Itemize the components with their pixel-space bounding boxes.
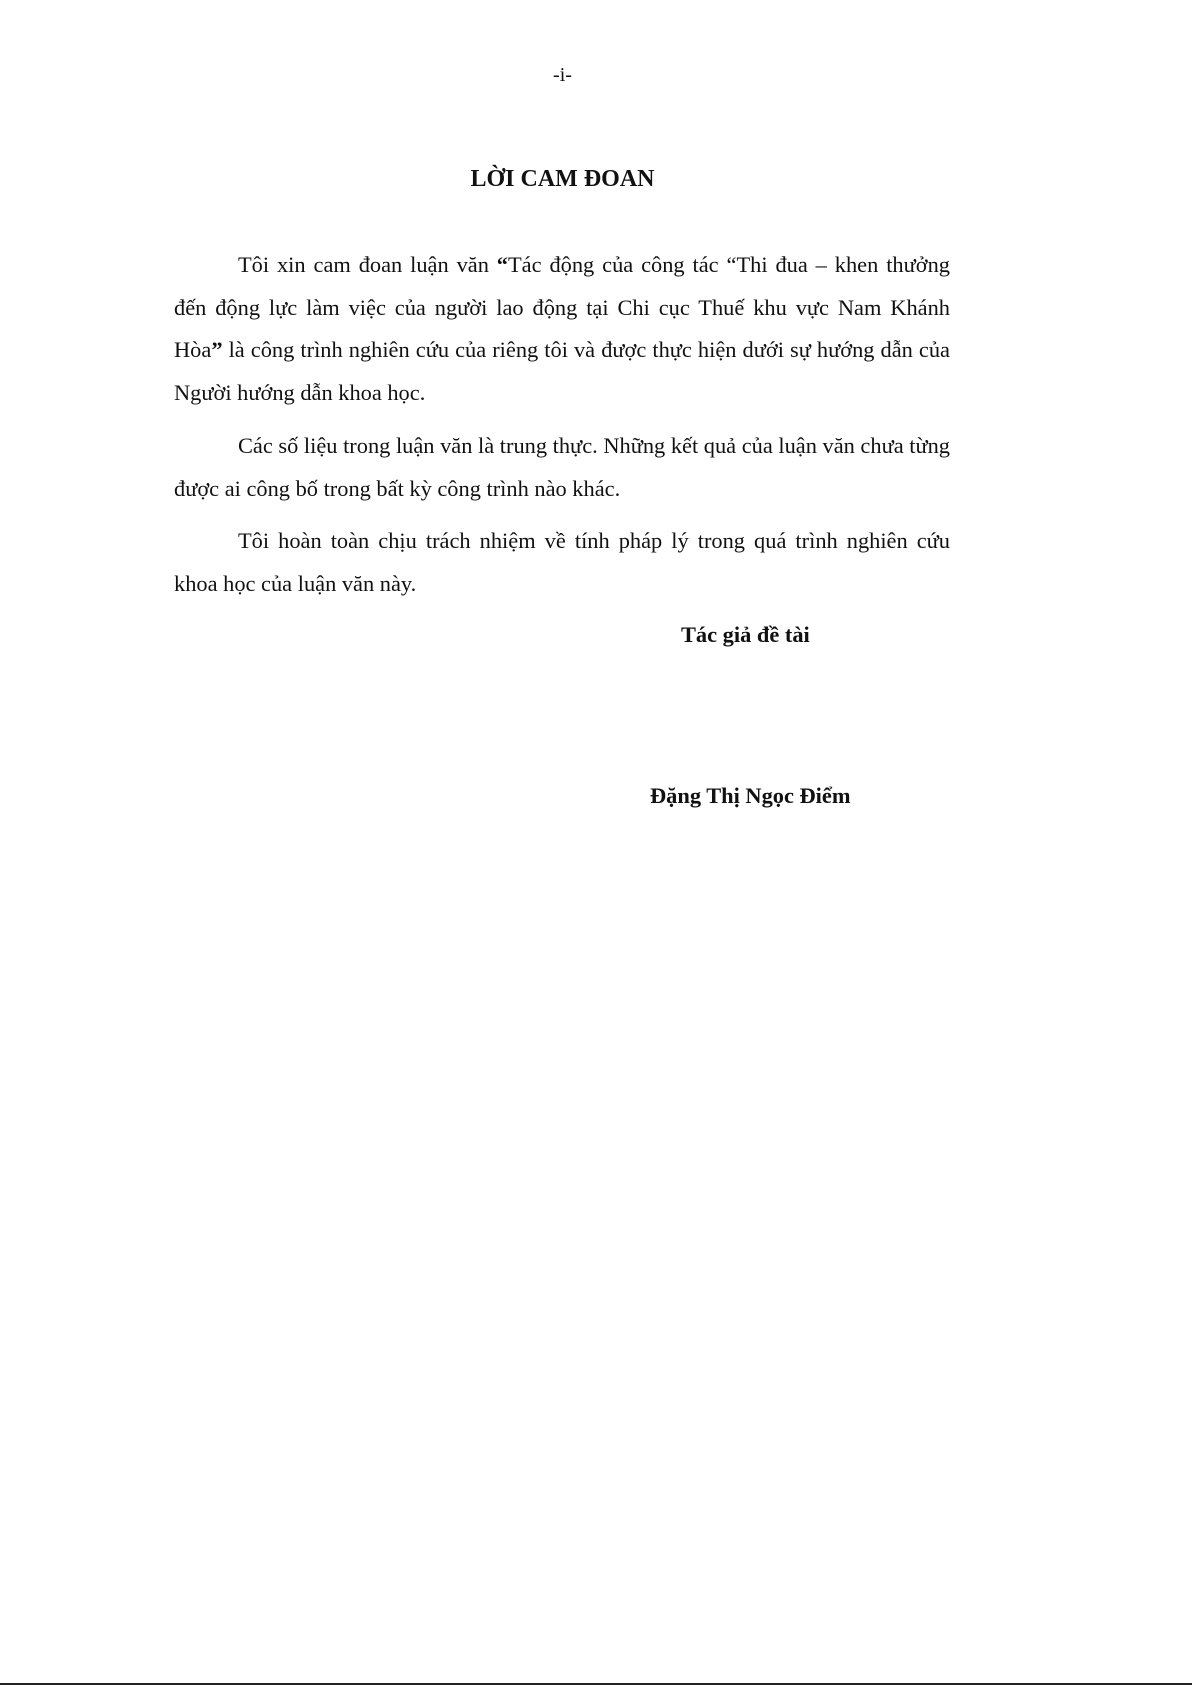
page-title: LỜI CAM ĐOAN <box>470 166 655 192</box>
page-number: -i- <box>553 64 572 86</box>
paragraph-intro-text: Tôi xin cam đoan luận văn <box>238 252 497 277</box>
paragraph-declaration <box>174 244 950 415</box>
paragraph-rest-text: là công trình nghiên cứu của riêng tôi và được thực hiện dưới sự hướng dẫn của Người hướng dẫn khoa học. <box>174 337 950 406</box>
declaration-body <box>174 244 950 606</box>
close-quote: ” <box>211 337 223 363</box>
thesis-title: Tác động của công tác “Thi đua – khen thưởng đến động lực làm việc của người lao động tại Chi cục Thuế khu vực Nam Khánh Hòa <box>174 252 950 363</box>
paragraph-responsibility: Tôi hoàn toàn chịu trách nhiệm về tính pháp lý trong quá trình nghiên cứu khoa học của luận văn này. <box>174 528 950 596</box>
signature-label: Tác giả đề tài <box>681 622 810 647</box>
author-name: Đặng Thị Ngọc Điểm <box>650 783 851 808</box>
paragraph-data-honesty: Các số liệu trong luận văn là trung thực. Những kết quả của luận văn chưa từng được ai công bố trong bất kỳ công trình nào khác. <box>174 432 950 501</box>
open-quote: “ <box>496 252 508 277</box>
